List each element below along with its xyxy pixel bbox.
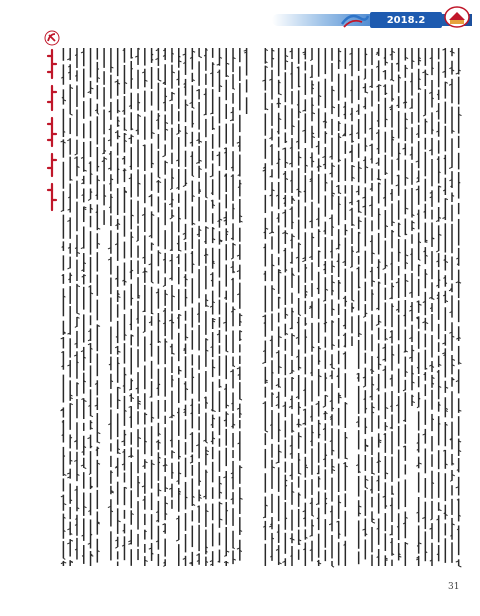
text-stroke — [269, 232, 272, 233]
text-stroke — [262, 362, 265, 363]
text-stroke — [417, 407, 419, 408]
text-block-left — [60, 46, 250, 571]
text-stroke — [312, 515, 314, 516]
text-stroke — [345, 458, 347, 459]
text-stroke — [206, 197, 208, 198]
text-stroke — [323, 300, 325, 301]
text-stroke — [210, 176, 213, 177]
text-stroke — [363, 386, 365, 387]
text-stroke — [70, 114, 72, 115]
text-stroke — [310, 535, 312, 536]
text-stroke — [279, 94, 282, 95]
text-stroke — [63, 558, 65, 559]
text-stroke — [136, 240, 138, 241]
text-stroke — [323, 406, 325, 407]
text-stroke — [152, 282, 154, 283]
yurt-emblem-icon — [444, 6, 470, 28]
text-stroke — [176, 133, 178, 134]
text-stroke — [290, 373, 292, 374]
text-stroke — [91, 416, 93, 417]
text-stroke — [158, 177, 160, 178]
text-stroke — [459, 566, 462, 567]
text-stroke — [183, 185, 186, 186]
text-stroke — [192, 175, 194, 176]
text-stroke — [233, 548, 235, 549]
text-stroke — [376, 324, 379, 325]
text-stroke — [179, 250, 182, 251]
text-stroke — [84, 467, 86, 468]
text-stroke — [392, 80, 394, 81]
text-stroke — [169, 100, 172, 101]
swoosh-icon — [340, 10, 370, 30]
text-stroke — [163, 156, 166, 157]
text-stroke — [170, 218, 172, 219]
text-stroke — [430, 519, 432, 520]
text-stroke — [163, 285, 165, 286]
text-stroke — [226, 351, 228, 352]
text-stroke — [163, 565, 165, 566]
text-stroke — [332, 368, 335, 369]
text-stroke — [129, 389, 131, 390]
text-stroke — [192, 107, 194, 108]
text-block-right — [262, 46, 462, 571]
issue-badge: 2018.2 — [370, 12, 442, 28]
text-stroke — [97, 442, 100, 443]
text-stroke — [158, 80, 161, 81]
text-stroke — [233, 88, 235, 89]
text-stroke — [372, 473, 375, 474]
text-stroke — [88, 199, 90, 200]
text-stroke — [199, 56, 202, 57]
text-stroke — [363, 316, 365, 317]
text-stroke — [265, 431, 268, 432]
text-stroke — [299, 473, 302, 474]
text-stroke — [302, 260, 305, 261]
text-stroke — [352, 300, 354, 301]
text-stroke — [339, 193, 341, 194]
text-stroke — [115, 547, 117, 548]
text-stroke — [310, 60, 312, 61]
text-stroke — [89, 473, 91, 474]
text-stroke — [143, 331, 145, 332]
text-stroke — [231, 258, 233, 259]
text-stroke — [332, 566, 334, 567]
text-stroke — [364, 78, 366, 79]
text-stroke — [184, 238, 186, 239]
text-stroke — [233, 366, 235, 367]
text-stroke — [75, 326, 77, 327]
section-title — [45, 48, 59, 213]
text-stroke — [436, 251, 438, 252]
text-stroke — [432, 298, 434, 299]
text-stroke — [97, 113, 99, 114]
text-stroke — [365, 487, 368, 488]
text-stroke — [450, 480, 452, 481]
text-stroke — [423, 115, 425, 116]
text-stroke — [449, 167, 452, 168]
text-stroke — [190, 462, 192, 463]
text-stroke — [350, 266, 352, 267]
text-stroke — [419, 259, 421, 260]
text-stroke — [61, 210, 64, 211]
text-stroke — [383, 268, 386, 269]
text-stroke — [75, 154, 77, 155]
text-stroke — [170, 189, 172, 190]
party-emblem-icon — [44, 30, 60, 46]
text-stroke — [176, 540, 179, 541]
text-stroke — [206, 442, 208, 443]
text-stroke — [276, 462, 279, 463]
text-stroke — [365, 92, 368, 93]
page-number: 31 — [448, 582, 460, 592]
text-stroke — [68, 268, 71, 269]
text-stroke — [77, 313, 80, 314]
text-stroke — [224, 555, 226, 556]
text-stroke — [403, 390, 405, 391]
text-stroke — [299, 314, 301, 315]
text-stroke — [372, 522, 375, 523]
text-stroke — [240, 399, 242, 400]
